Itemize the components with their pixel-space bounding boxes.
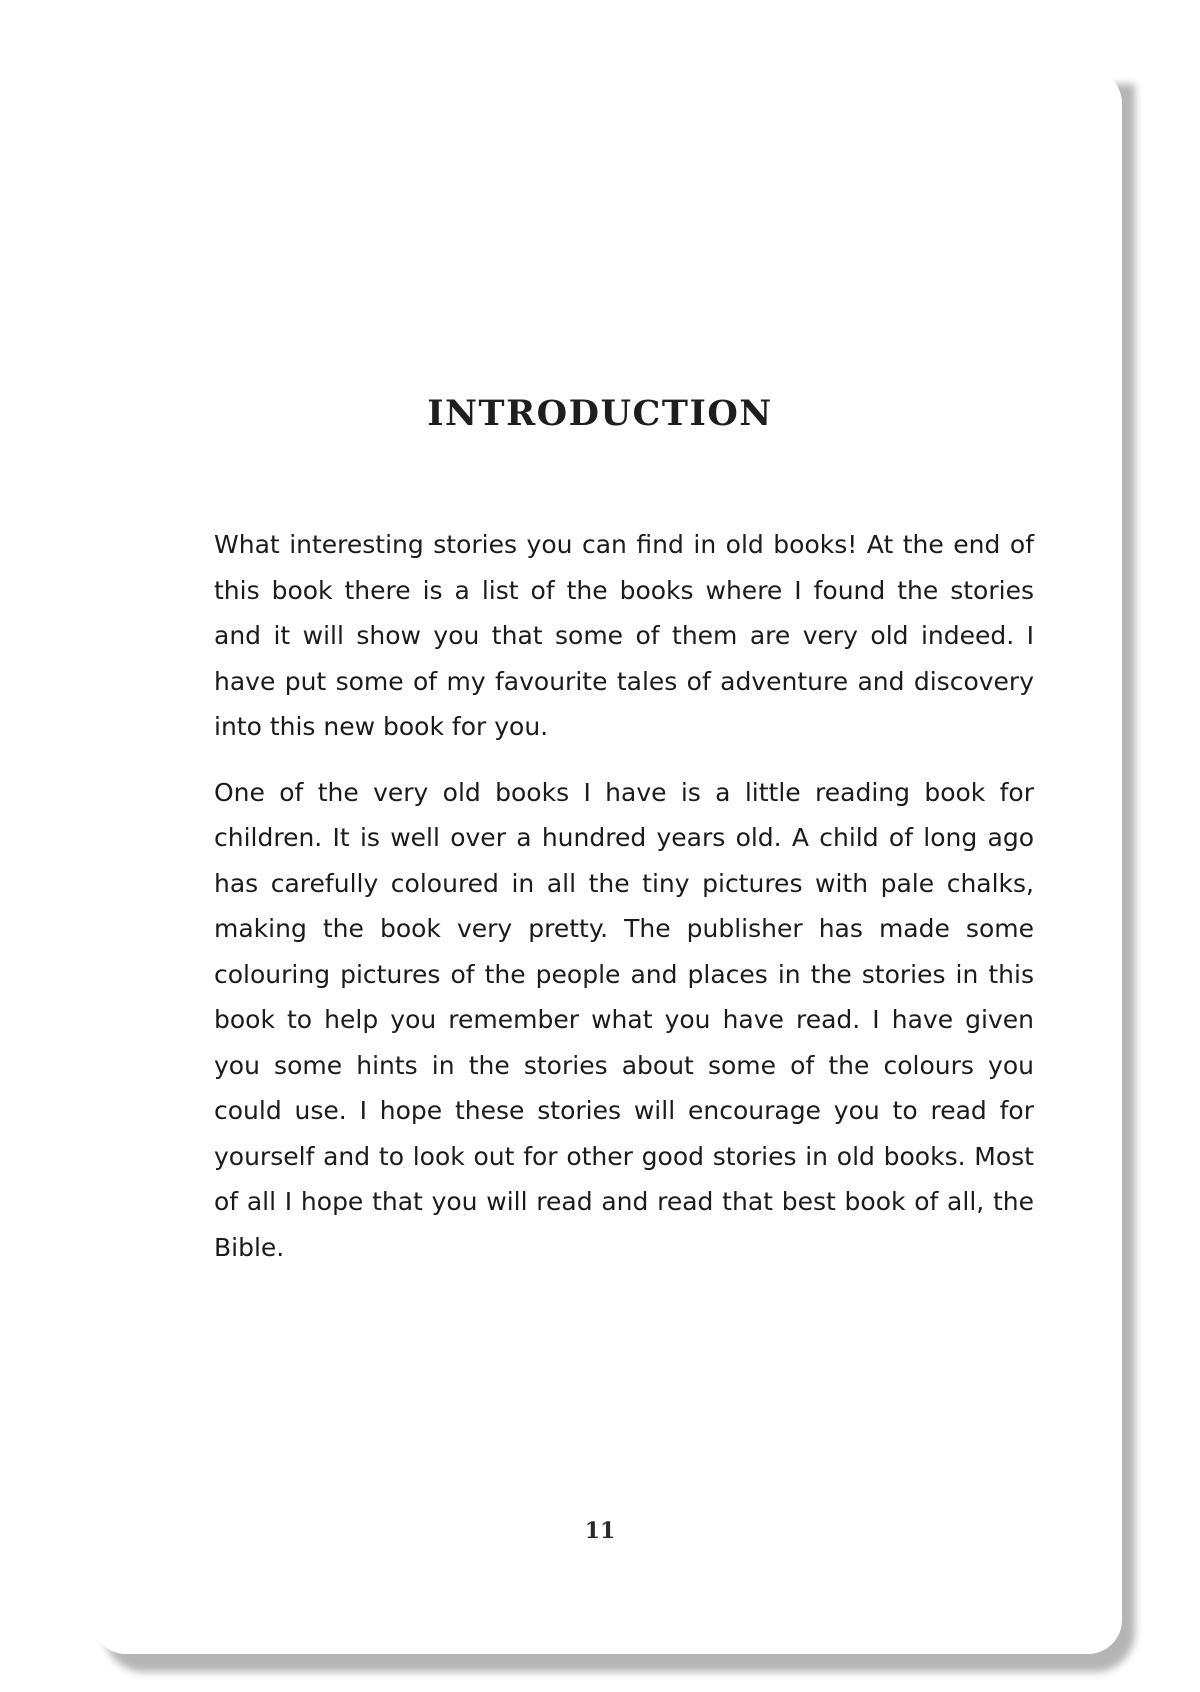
body-text bbox=[214, 522, 1034, 1290]
paragraph-1: What interesting stories you can find in old books! At the end of this book there is a list of the books where I found the stories and it will show you that some of them are very old indeed. I have put some of my favourite tales of adventure and discovery into this new book for you. bbox=[214, 530, 1034, 741]
paragraph-2: One of the very old books I have is a little reading book for children. It is well over a hundred years old. A child of long ago has carefully coloured in all the tiny pictures with pale chalks, making the book very pretty. The publisher has made some colouring pictures of the people and places in the stories in this book to help you remember what you have read. I have given you some hints in the stories about some of the colours you could use. I hope these stories will encourage you to read for yourself and to look out for other good stories in old books. Most of all I hope that you will read and read that best book of all, the Bible. bbox=[214, 777, 1034, 1262]
page-number: 11 bbox=[584, 1518, 616, 1544]
chapter-title: INTRODUCTION bbox=[427, 393, 773, 434]
